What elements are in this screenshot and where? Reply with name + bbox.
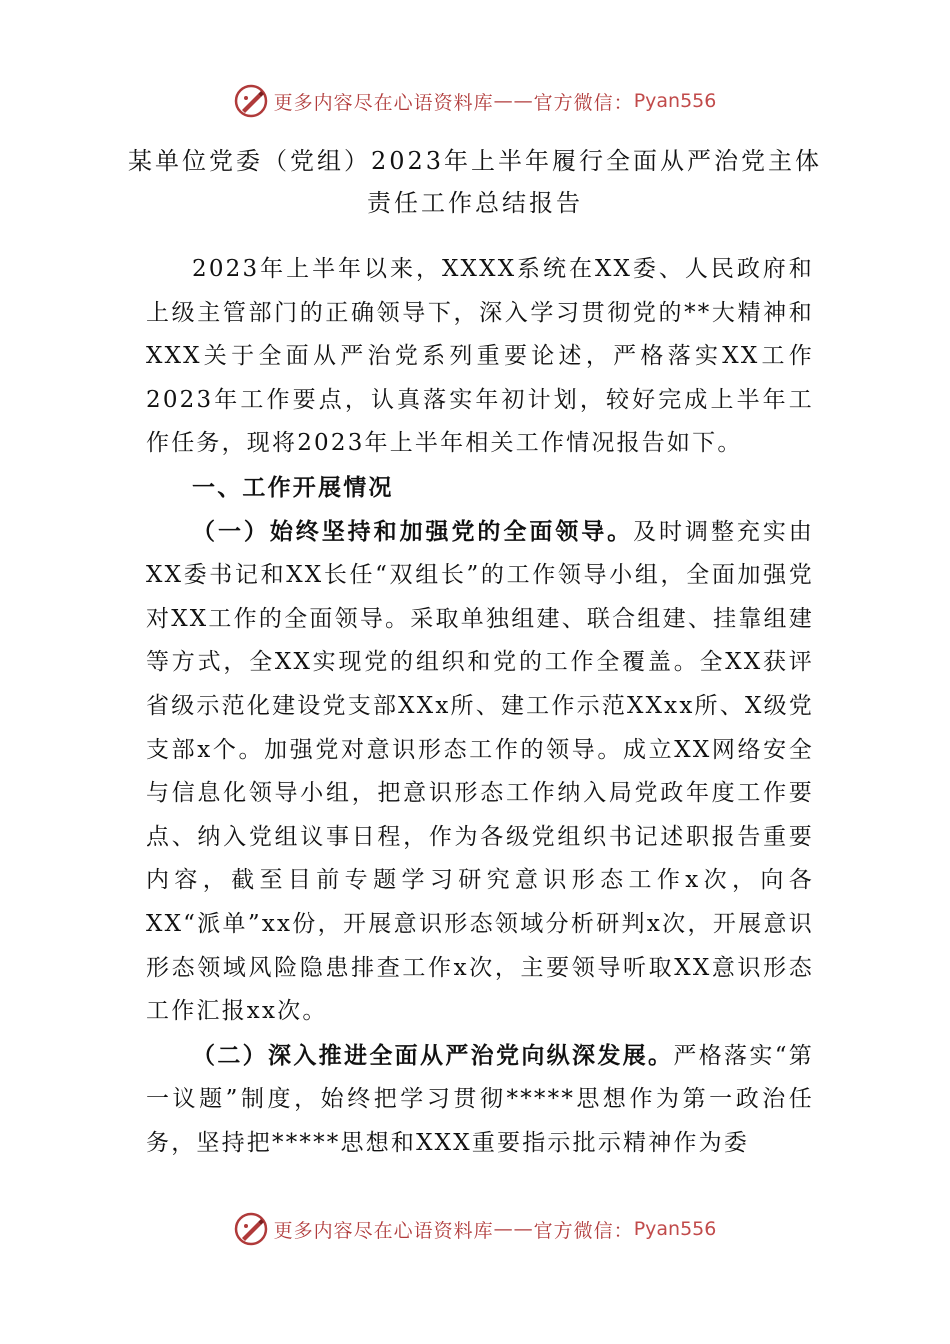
watermark-separator: ——	[493, 1218, 534, 1240]
item2-heading: （二）深入推进全面从严治党向纵深发展。	[192, 1041, 674, 1069]
pen-logo-icon	[234, 84, 268, 118]
item1-text: 及时调整充实由XX委书记和XX长任“双组长”的工作领导小组，全面加强党对XX工作的全面领导。采取单独组建、联合组建、挂靠组建等方式，全XX实现党的组织和党的工作全覆盖。全XX获评省级示范化建设党支部XXx所、建工作示范XXxx所、X级党支部x个。加强党对意识形态工作的领导。成立XX网络安全与信息化领导小组，把意识形态工作纳入局党政年度工作要点、纳入党组议事日程，作为各级党组织书记述职报告重要内容，截至目前专题学习研究意识形态工作x次，向各XX“派单”xx份，开展意识形态领域分析研判x次，开展意识形态领域风险隐患排查工作x次，主要领导听取XX意识形态工作汇报xx次。	[146, 518, 814, 1025]
watermark-label: 官方微信：	[533, 1219, 634, 1242]
watermark-separator: ——	[493, 90, 534, 112]
watermark-footer	[0, 1212, 950, 1246]
item2-text: 严格落实“第一议题”制度，始终把学习贯彻*****思想作为第一政治任务，坚持把*****思想和XXX重要指示批示精神作为委	[146, 1042, 814, 1156]
section1-heading: 一、工作开展情况	[192, 473, 394, 501]
watermark-id: Pyan556	[633, 90, 717, 112]
watermark-text: 更多内容尽在心语资料库	[273, 91, 494, 114]
item2-paragraph	[146, 1034, 814, 1166]
pen-logo-icon	[234, 1212, 268, 1246]
document-body	[146, 248, 814, 1165]
watermark-text: 更多内容尽在心语资料库	[273, 1219, 494, 1242]
watermark-header	[0, 84, 950, 118]
item1-paragraph	[146, 510, 814, 1034]
intro-paragraph: 2023年上半年以来，XXXX系统在XX委、人民政府和上级主管部门的正确领导下，深入学习贯彻党的**大精神和XXX关于全面从严治党系列重要论述，严格落实XX工作2023年工作要点，认真落实年初计划，较好完成上半年工作任务，现将2023年上半年相关工作情况报告如下。	[146, 256, 814, 457]
watermark-label: 官方微信：	[533, 91, 634, 114]
watermark-id: Pyan556	[633, 1218, 717, 1240]
item1-heading: （一）始终坚持和加强党的全面领导。	[192, 517, 634, 545]
document-title-line2: 责任工作总结报告	[367, 189, 583, 217]
document-title-line1: 某单位党委（党组）2023年上半年履行全面从严治党主体	[127, 147, 823, 175]
